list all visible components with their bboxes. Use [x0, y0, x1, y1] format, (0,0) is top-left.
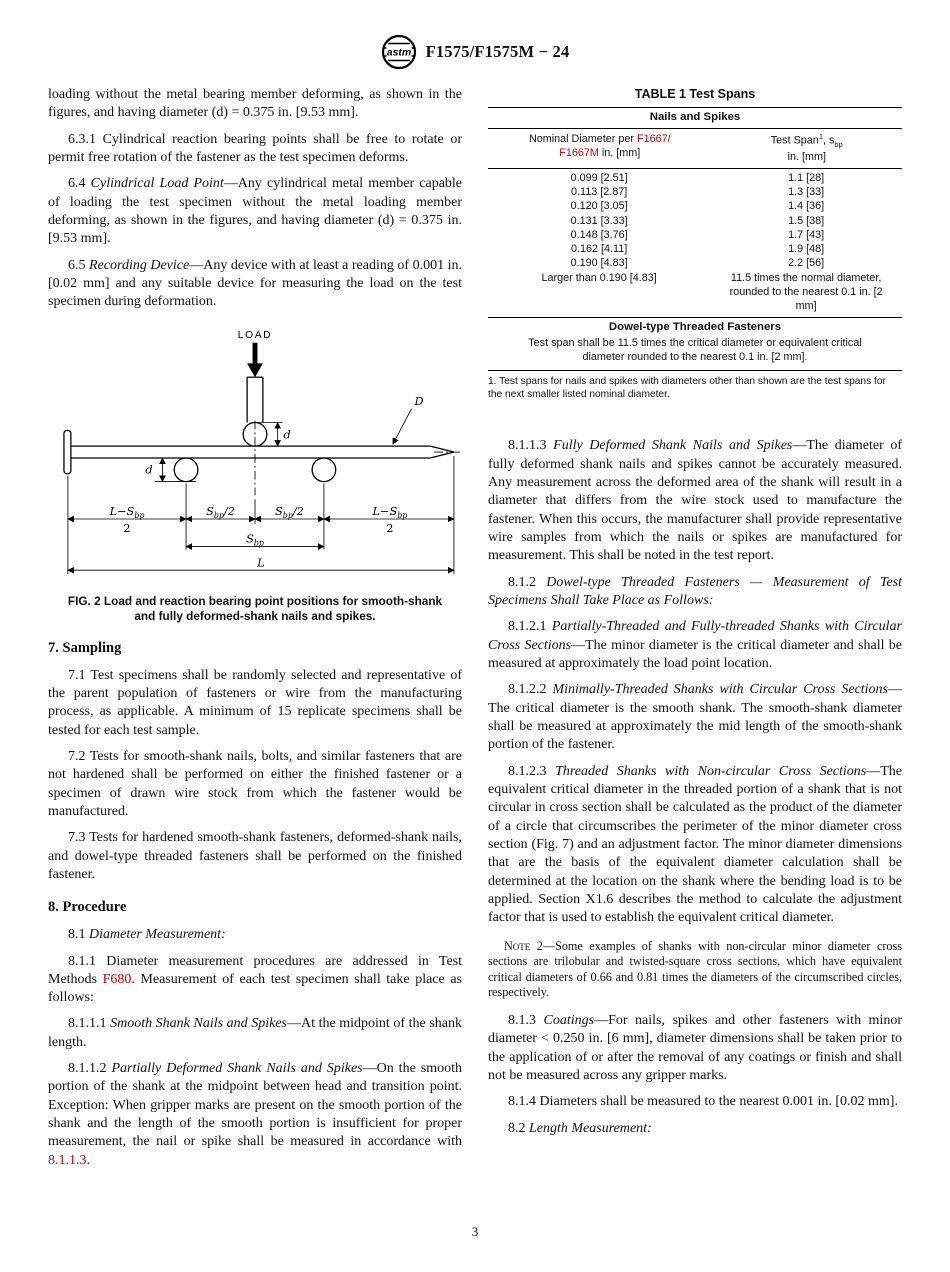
- dim-sbp-half-right: $S_{bp}/2$: [275, 503, 304, 520]
- paragraph-6-3-1: 6.3.1 Cylindrical reaction bearing points shall be free to rotate or permit free rotation of the fastener as the test specimen deforms.: [48, 131, 462, 165]
- note-2: Note 2—Some examples of shanks with non-circular minor diameter cross sections are trilobular and twisted-square cross sections, which have equivalent critical diameters of 0.66 and 0.81 times the diameters of the circumscribed circles, respectively.: [488, 938, 903, 1000]
- ref-link-f1667[interactable]: F1667/: [636, 133, 671, 146]
- page-header: [48, 34, 902, 70]
- cell-diameter: 0.113 [2.87]: [571, 186, 628, 199]
- ref-link-8-1-1-3[interactable]: 8.1.1.3: [48, 1152, 87, 1168]
- table-section-dowel: Dowel-type Threaded Fasteners: [608, 321, 782, 334]
- table-footnote: 1. Test spans for nails and spikes with diameters other than shown are the test spans for the next smaller listed nominal diameter.: [488, 375, 886, 401]
- table-row: [488, 271, 902, 314]
- paragraph-7-1: 7.1 Test specimens shall be randomly selected and representative of the parent population of fasteners or wire from the manufacturing process, as applicable. A minimum of 15 replicate specimens shall be tested for each test sample.: [48, 667, 462, 738]
- cell-diameter: 0.131 [3.33]: [570, 214, 628, 227]
- table-row: [488, 228, 902, 242]
- dim-frac-left-num: $L-S_{bp}$: [109, 503, 145, 520]
- cell-diameter: 0.099 [2.51]: [570, 171, 628, 184]
- table-row: [488, 185, 902, 199]
- section-heading-7: 7. Sampling: [48, 639, 122, 656]
- cell-diameter: 0.162 [4.11]: [571, 243, 628, 256]
- table-data-rows: [488, 169, 902, 319]
- table1-test-spans: [488, 86, 902, 401]
- paragraph-6-4: 6.4 Cylindrical Load Point—Any cylindrical metal member capable of loading the test specimen without the metal loading member deforming, as shown in the figures, and having diameter (d) = 0.375 in. [9.53 mm].: [48, 176, 463, 247]
- column-header-test-span: Test Span$^1$, $s_{bp}$ in. [mm]: [770, 132, 843, 163]
- paragraph-8-1-2-3: 8.1.2.3 Threaded Shanks with Non-circular Cross Sections—The equivalent critical diameter in the threaded portion of a shank that is not circular in cross section shall be calculated as the product of the diameter of a circle that circumscribes the perimeter of the minor diameter cross section (Fig. 7) and an adjustment factor. The minor diameter dimensions that are the basis of the equivalent diameter calculation shall be determined at the location on the shank where the bending load is to be applied. Section X1.6 describes the method to calculate the adjustment factor that is used to establish the equivalent critical diameter.: [488, 763, 903, 926]
- cell-test-span: 1.5 [38]: [788, 214, 825, 227]
- figure-2: [48, 326, 462, 625]
- nail-tip: [430, 446, 462, 458]
- dim-frac-left-den: 2: [123, 520, 131, 535]
- astm-logo-text: astm: [386, 46, 411, 59]
- cell-test-span: 2.2 [56]: [788, 257, 825, 270]
- cell-diameter: 0.120 [3.05]: [570, 200, 628, 213]
- table-row: [488, 214, 902, 228]
- reaction-circle-left: [174, 458, 198, 482]
- nail-shank: [71, 446, 430, 458]
- svg-text:Sbp: $S_{bp}$: [246, 531, 264, 548]
- cell-test-span: 1.4 [36]: [788, 200, 825, 213]
- diameter-dim-reaction: [145, 458, 196, 482]
- cell-test-span: 11.5 times the normal diameter, rounded to the nearest 0.1 in. [2 mm]: [729, 271, 883, 313]
- paragraph-8-1-2: 8.1.2 Dowel-type Threaded Fasteners — Measurement of Test Specimens Shall Take Place as Follows:: [488, 574, 902, 609]
- svg-text:D: D: [414, 393, 424, 408]
- table-body: [488, 107, 902, 371]
- astm-logo-icon: [381, 34, 417, 70]
- two-column-body: [48, 86, 902, 1178]
- dim-sbp: [186, 531, 324, 547]
- table-row: [488, 242, 902, 256]
- nail-head: [64, 430, 71, 473]
- loading-ram: [247, 377, 263, 422]
- table-header-row: [488, 129, 902, 169]
- dim-sbp-half-left: $S_{bp}/2$: [206, 503, 235, 520]
- table-dowel-text: Test span shall be 11.5 times the critical diameter or equivalent critical diameter rounded to the nearest 0.1 in. [2 mm].: [488, 336, 902, 371]
- paragraph-8-1-2-2: 8.1.2.2 Minimally-Threaded Shanks with Circular Cross Sections—The critical diameter is the smooth shank. The smooth-shank diameter shall be measured at approximately the mid length of the smooth-shank portion of the fastener.: [488, 682, 903, 753]
- cell-test-span: 1.1 [28]: [788, 171, 825, 184]
- svg-text:L: L: [257, 554, 265, 569]
- reaction-circle-right: [312, 458, 336, 482]
- fig2-diagram: [48, 326, 462, 584]
- table-row: [488, 199, 902, 213]
- document-title: F1575/F1575M − 24: [425, 42, 570, 61]
- paragraph-6-5: 6.5 Recording Device—Any device with at least a reading of 0.001 in. [0.02 mm] and any suitable device for measuring the load on the test specimen during deformation.: [48, 257, 462, 310]
- cell-test-span: 1.7 [43]: [788, 228, 825, 241]
- svg-text:d: d: [283, 426, 291, 441]
- paragraph-8-1-1: 8.1.1 Diameter measurement procedures are addressed in Test Methods F680. Measurement of each test specimen shall take place as follows:: [48, 953, 462, 1006]
- paragraph-8-1-1-2: 8.1.1.2 Partially Deformed Shank Nails and Spikes—On the smooth portion of the shank at the midpoint between head and transition point. Exception: When gripper marks are present on the smooth portion of the shank and the length of the smooth portion is insufficient for proper measurement, the nail or spike shall be measured in accordance with 8.1.1.3.: [48, 1061, 462, 1168]
- svg-text:d: d: [145, 462, 153, 477]
- paragraph-continuation: loading without the metal bearing member deforming, as shown in the figures, and having diameter (d) = 0.375 in. [9.53 mm].: [48, 87, 462, 121]
- cell-test-span: 1.9 [48]: [788, 243, 825, 256]
- load-label: LOAD: [237, 329, 273, 341]
- cell-diameter: 0.190 [4.83]: [570, 257, 628, 270]
- right-column: [488, 86, 902, 1178]
- dim-frac-right-den: 2: [386, 520, 394, 535]
- column-header-nominal-diameter: Nominal Diameter per F1667/ F1667M in. [mm]: [528, 133, 671, 160]
- paragraph-8-1-1-3: 8.1.1.3 Fully Deformed Shank Nails and Spikes—The diameter of fully deformed shank nails and spikes cannot be accurately measured. Any measurement across the deformed area of the shank will result in a diameter that differs from the wire stock used to manufacture the fastener. When this occurs, the manufacturer shall provide representative wire samples from which the nails or spikes are manufactured for measurement. This shall be noted in the test report.: [488, 438, 903, 564]
- paragraph-7-3: 7.3 Tests for hardened smooth-shank fasteners, deformed-shank nails, and dowel-type threaded fasteners shall be performed on the finished fastener.: [48, 830, 462, 882]
- table-row: [488, 171, 902, 185]
- paragraph-8-1-4: 8.1.4 Diameters shall be measured to the nearest 0.001 in. [0.02 mm].: [508, 1094, 898, 1110]
- ref-link-f680[interactable]: F680: [102, 971, 132, 987]
- section-heading-8: 8. Procedure: [48, 899, 127, 916]
- left-column: [48, 86, 462, 1178]
- ref-link-f1667m[interactable]: F1667M: [559, 147, 599, 160]
- cell-diameter: 0.148 [3.76]: [570, 228, 628, 241]
- table-section-nails-and-spikes: Nails and Spikes: [488, 108, 902, 129]
- load-arrow-icon: [247, 363, 263, 377]
- paragraph-8-1-3: 8.1.3 Coatings—For nails, spikes and other fasteners with minor diameter < 0.250 in. [6 mm], diameter dimensions shall be taken prior to the application of or after the removal of any coatings or finish and shall not be measured across any gripper marks.: [488, 1013, 903, 1084]
- paragraph-8-1: 8.1 Diameter Measurement:: [68, 927, 226, 943]
- dim-D-label: [393, 393, 424, 443]
- paragraph-7-2: 7.2 Tests for smooth-shank nails, bolts, and similar fasteners that are not hardened shall be performed on either the finished fastener or a specimen of drawn wire stock from which the fastener would be manufactured.: [48, 748, 462, 819]
- dim-frac-right-num: $L-S_{bp}$: [372, 503, 408, 520]
- table-title: TABLE 1 Test Spans: [634, 87, 756, 101]
- paragraph-8-2: 8.2 Length Measurement:: [508, 1120, 652, 1136]
- paragraph-8-1-1-1: 8.1.1.1 Smooth Shank Nails and Spikes—At the midpoint of the shank length.: [48, 1016, 463, 1050]
- table-row: [488, 256, 902, 270]
- diameter-dim-load: [255, 422, 291, 446]
- paragraph-8-1-2-1: 8.1.2.1 Partially-Threaded and Fully-threaded Shanks with Circular Cross Sections—The minor diameter is the critical diameter and shall be measured at approximately the load point location.: [488, 619, 902, 672]
- dim-L: [68, 555, 454, 570]
- page-number: 3: [471, 1224, 479, 1239]
- fig2-caption: FIG. 2 Load and reaction bearing point positions for smooth-shank and fully deformed-shank nails and spikes.: [67, 593, 443, 624]
- cell-diameter: Larger than 0.190 [4.83]: [541, 271, 657, 284]
- dim-row-spans: [68, 504, 454, 535]
- cell-test-span: 1.3 [33]: [788, 186, 825, 199]
